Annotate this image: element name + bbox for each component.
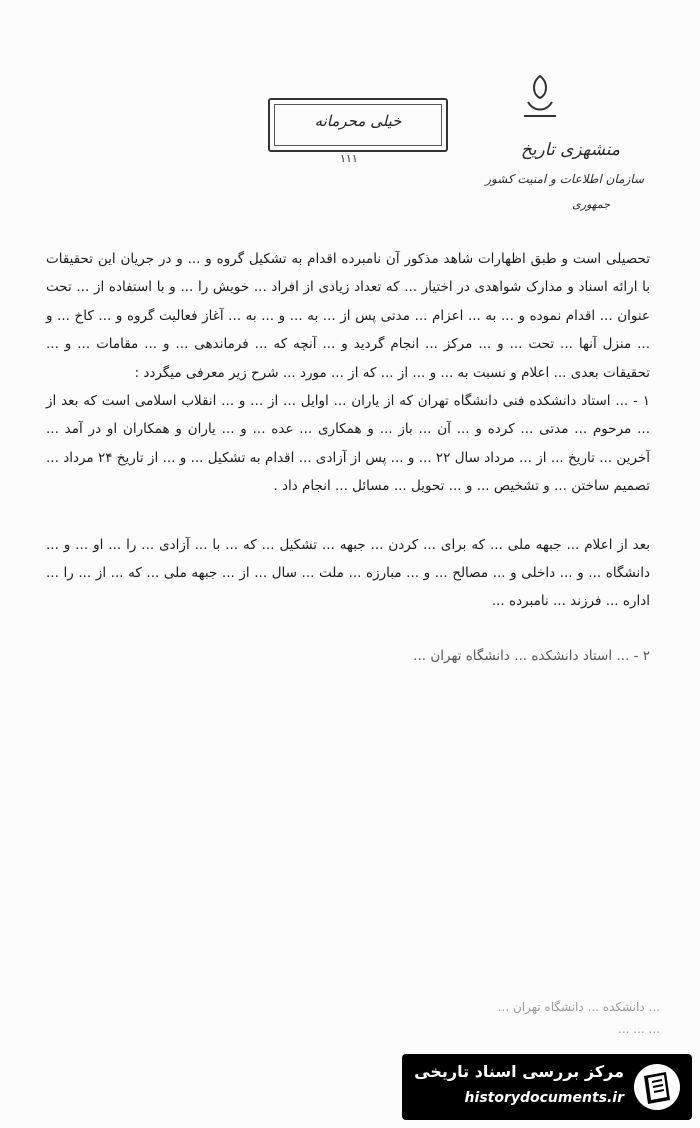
letterhead-title: منشهزی تاریخ	[520, 140, 620, 160]
seal-emblem-icon	[510, 68, 570, 128]
footer-line: ... ... ...	[618, 1022, 660, 1036]
letterhead-subline: جمهوری	[572, 198, 610, 211]
paragraph-item-1: ۱ - ... استاد دانشکده فنی دانشگاه تهران که از یاران ... اوایل ... از ... و ... انقلاب اسلامی است که بعد از ... مرحوم ... مدتی ... کرده و ... آن ... باز ... و همکاری ... عده ... و ... یاران و همکاران او در آمد ... آخرین ... تاریخ ... از ... مرداد سال ۲۲ ... و ... پس از آزادی ... اقدام به تشکیل ... و ... از تاریخ ۲۴ مرداد ... تصمیم ساختن ... و تشخیص ... و ... تحویل ... مسائل ... انجام داد .	[46, 393, 650, 495]
paragraph-intro: تحصیلی است و طبق اظهارات شاهد مذکور آن نامبرده اقدام به تشکیل گروه و ... و در جریان این تحقیقات با ارائه اسناد و مدارک شواهدی در اختیار ... که تعداد زیادی از افراد ... خویش را ... و با استفاده از ... تحت عنوان ... اقدام نموده و ... به ... اعزام ... مدتی پس از ... به ... و ... به ... آغاز فعالیت گروه و ... کاخ ... و ... منزل آنها ... تحت ... و ... مرکز ... انجام گردید و ... آنچه که ... فرماندهی ... و ... مقامات ... و ... تحقیقات بعدی ... اعلام و نسبت به ... و ... از ... که از ... مورد ... شرح زیر معرفی میگردد :	[46, 251, 650, 381]
archive-logo-icon	[632, 1062, 682, 1112]
paragraph-continuation: بعد از اعلام ... جبهه ملی ... که برای ... کردن ... جبهه ... تشکیل ... که ... با ... آزادی ... را ... او ... و ... دانشگاه ... و ... داخلی و ... مصالح ... و ... مبارزه ... ملت ... سال ... از ... جبهه ملی ... که ... از ... را ... اداره ... فرزند ... نامبرده ...	[46, 536, 650, 610]
stamp-number: ۱۱۱	[340, 152, 358, 165]
archive-watermark	[402, 1054, 692, 1120]
footer-line: ... دانشکده ... دانشگاه تهران ...	[497, 1000, 660, 1014]
letterhead-organization: سازمان اطلاعات و امنیت کشور	[485, 172, 644, 186]
paragraph-item-2: ۲ - ... استاد دانشکده ... دانشگاه تهران ...	[413, 647, 650, 664]
stamp-text: خیلی محرمانه	[314, 112, 402, 130]
document-body	[46, 245, 650, 670]
watermark-title: مرکز بررسی اسناد تاریخی	[414, 1062, 624, 1081]
classification-stamp	[268, 98, 448, 152]
watermark-url: historydocuments.ir	[464, 1090, 624, 1106]
letterhead	[440, 68, 644, 218]
